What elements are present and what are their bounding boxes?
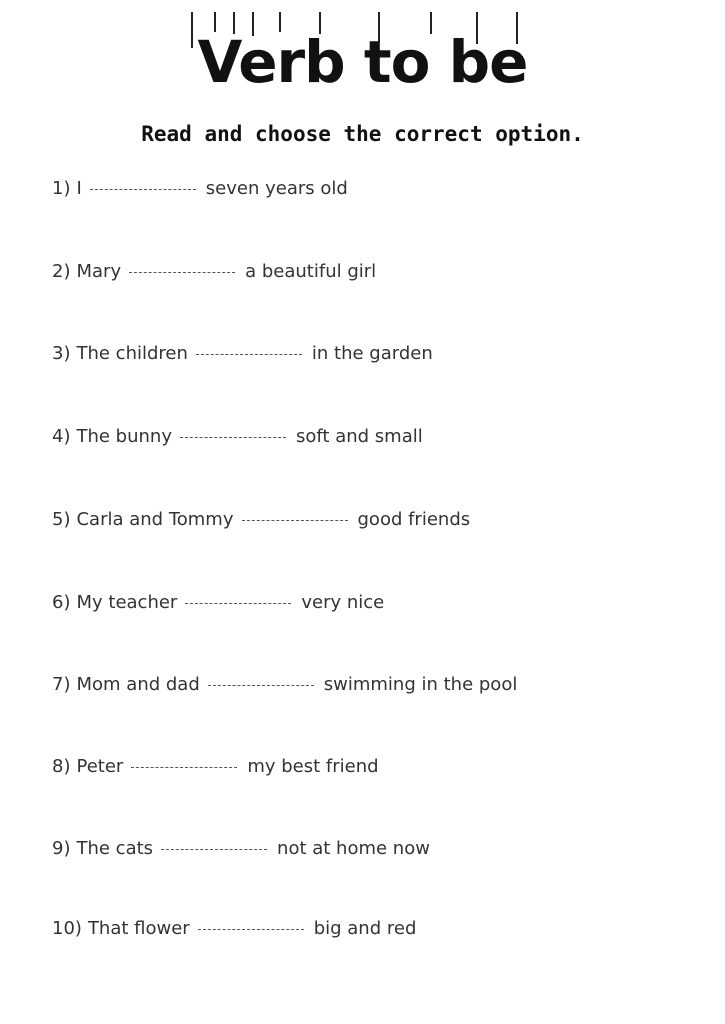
exercise-item bbox=[52, 339, 672, 369]
answer-blank[interactable] bbox=[185, 602, 291, 604]
answer-blank[interactable] bbox=[129, 271, 235, 273]
exercise-number: 6) bbox=[52, 592, 71, 613]
answer-blank[interactable] bbox=[242, 519, 348, 521]
exercise-item bbox=[52, 834, 672, 864]
answer-blank[interactable] bbox=[161, 848, 267, 850]
answer-blank[interactable] bbox=[90, 188, 196, 190]
exercise-item bbox=[52, 670, 672, 700]
exercise-complement: in the garden bbox=[311, 343, 433, 364]
exercise-subject: The bunny bbox=[76, 426, 172, 447]
exercise-complement: swimming in the pool bbox=[323, 674, 518, 695]
exercise-item bbox=[52, 914, 672, 944]
page-title: Verb to be bbox=[197, 28, 528, 96]
exercise-item bbox=[52, 752, 672, 782]
answer-blank[interactable] bbox=[198, 928, 304, 930]
exercise-number: 7) bbox=[52, 674, 71, 695]
answer-blank[interactable] bbox=[180, 436, 286, 438]
answer-blank[interactable] bbox=[131, 766, 237, 768]
exercise-subject: The cats bbox=[76, 838, 154, 859]
exercise-number: 8) bbox=[52, 756, 71, 777]
exercise-complement: soft and small bbox=[296, 426, 423, 447]
exercise-number: 5) bbox=[52, 509, 71, 530]
exercise-number: 2) bbox=[52, 261, 71, 282]
exercise-item bbox=[52, 174, 672, 204]
exercise-subject: Carla and Tommy bbox=[76, 509, 234, 530]
exercise-complement: a beautiful girl bbox=[245, 261, 377, 282]
exercise-complement: big and red bbox=[313, 918, 417, 939]
answer-blank[interactable] bbox=[196, 353, 302, 355]
exercise-item bbox=[52, 257, 672, 287]
exercise-number: 1) bbox=[52, 178, 71, 199]
exercise-subject: The children bbox=[76, 343, 188, 364]
exercise-number: 9) bbox=[52, 838, 71, 859]
exercise-complement: not at home now bbox=[277, 838, 430, 859]
instructions-text: Read and choose the correct option. bbox=[141, 122, 584, 146]
title-area bbox=[0, 0, 725, 115]
exercise-complement: seven years old bbox=[205, 178, 348, 199]
exercise-subject: Peter bbox=[76, 756, 124, 777]
exercise-complement: very nice bbox=[301, 592, 385, 613]
exercise-item bbox=[52, 588, 672, 618]
exercise-number: 10) bbox=[52, 918, 82, 939]
exercise-subject: That flower bbox=[87, 918, 190, 939]
exercise-item bbox=[52, 422, 672, 452]
exercise-subject: Mary bbox=[76, 261, 122, 282]
exercise-complement: good friends bbox=[357, 509, 471, 530]
exercise-subject: Mom and dad bbox=[76, 674, 200, 695]
exercise-complement: my best friend bbox=[247, 756, 379, 777]
exercise-subject: I bbox=[76, 178, 82, 199]
exercise-subject: My teacher bbox=[76, 592, 178, 613]
exercise-item bbox=[52, 505, 672, 535]
answer-blank[interactable] bbox=[208, 684, 314, 686]
exercise-number: 4) bbox=[52, 426, 71, 447]
exercise-number: 3) bbox=[52, 343, 71, 364]
